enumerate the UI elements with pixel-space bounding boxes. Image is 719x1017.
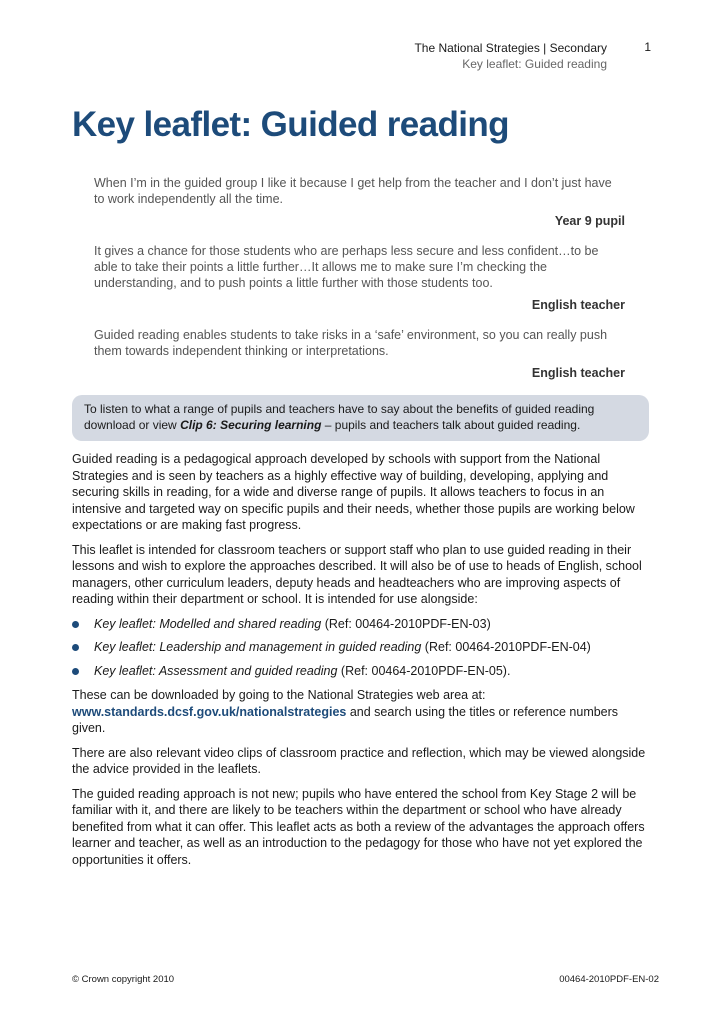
paragraph-approach: The guided reading approach is not new; pupils who have entered the school from Key Stage 2 will be familiar with it, and there are likely to be teachers within the department or school who have already benefited from what it can offer. This leaflet acts as both a review of the advantages the approach offers learner and teacher, as well as an introduction to the pedagogy for those who have not yet explored the opportunities it offers. [72, 786, 645, 867]
body-text [72, 451, 646, 876]
bullet-icon [72, 621, 79, 628]
bullet-icon [72, 668, 79, 675]
quote-text: When I’m in the guided group I like it because I get help from the teacher and I don’t just have to work independently all the time. [94, 176, 612, 206]
leaflet-title: Key leaflet: Leadership and management in guided reading [94, 640, 422, 654]
leaflet-ref: (Ref: 00464-2010PDF-EN-05). [337, 663, 511, 678]
quotes-section [94, 175, 625, 395]
callout-text-after: – pupils and teachers talk about guided reading. [321, 418, 581, 432]
header-org: The National Strategies | Secondary [414, 41, 607, 55]
copyright-notice: © Crown copyright 2010 [72, 974, 175, 985]
download-text-before: These can be downloaded by going to the National Strategies web area at: [72, 688, 486, 702]
download-text-after: and search using the titles or reference numbers given. [72, 704, 619, 735]
video-clip-callout [72, 395, 649, 441]
list-item [72, 616, 646, 633]
list-item [72, 663, 646, 680]
related-leaflets-list [72, 616, 646, 680]
quote-attribution: English teacher [531, 366, 625, 380]
paragraph-video-clips: There are also relevant video clips of classroom practice and reflection, which may be viewed alongside the advice provided in the leaflets. [72, 745, 646, 776]
quote-text: It gives a chance for those students who are perhaps less secure and less confident…to be able to take their points a little further…It allows me to make sure I’m checking the understanding, and to push points a little further with those students too. [94, 244, 599, 290]
running-header [414, 40, 607, 72]
quote-text: Guided reading enables students to take risks in a ‘safe’ environment, so you can really push them towards independent thinking or interpretations. [94, 328, 608, 358]
document-reference: 00464-2010PDF-EN-02 [559, 974, 659, 985]
callout-text-before: To listen to what a range of pupils and teachers have to say about the benefits of guided reading download or view [84, 402, 595, 432]
quote-item [94, 243, 625, 313]
page-title: Key leaflet: Guided reading [72, 105, 509, 144]
header-subtitle: Key leaflet: Guided reading [462, 57, 607, 71]
clip-title: Clip 6: Securing learning [180, 418, 322, 432]
paragraph-intro: Guided reading is a pedagogical approach developed by schools with support from the National Strategies and is seen by teachers as a highly effective way of building, developing, applying and securing skills in reading, for a wide and diverse range of pupils. It allows teachers to focus in an intensive and targeted way on specific pupils and their needs, whether those pupils are working below expectations or are making fast progress. [72, 452, 635, 532]
page-footer [72, 974, 659, 985]
list-item [72, 639, 646, 656]
quote-item [94, 327, 625, 381]
leaflet-ref: (Ref: 00464-2010PDF-EN-03) [321, 616, 491, 631]
leaflet-ref: (Ref: 00464-2010PDF-EN-04) [421, 640, 591, 654]
leaflet-title: Key leaflet: Assessment and guided reading [94, 663, 338, 678]
quote-attribution: Year 9 pupil [554, 214, 625, 228]
bullet-icon [72, 644, 79, 651]
page-number: 1 [644, 40, 651, 54]
web-area-link[interactable]: www.standards.dcsf.gov.uk/nationalstrategies [72, 704, 347, 719]
quote-item [94, 175, 625, 229]
paragraph-audience: This leaflet is intended for classroom teachers or support staff who plan to use guided reading in their lessons and wish to explore the approaches described. It will also be of use to heads of English, school managers, other curriculum leaders, deputy heads and headteachers who are improving aspects of reading within their department or school. It is intended for use alongside: [72, 542, 642, 606]
leaflet-title: Key leaflet: Modelled and shared reading [94, 616, 322, 631]
paragraph-download [72, 687, 646, 737]
quote-attribution: English teacher [531, 298, 625, 312]
